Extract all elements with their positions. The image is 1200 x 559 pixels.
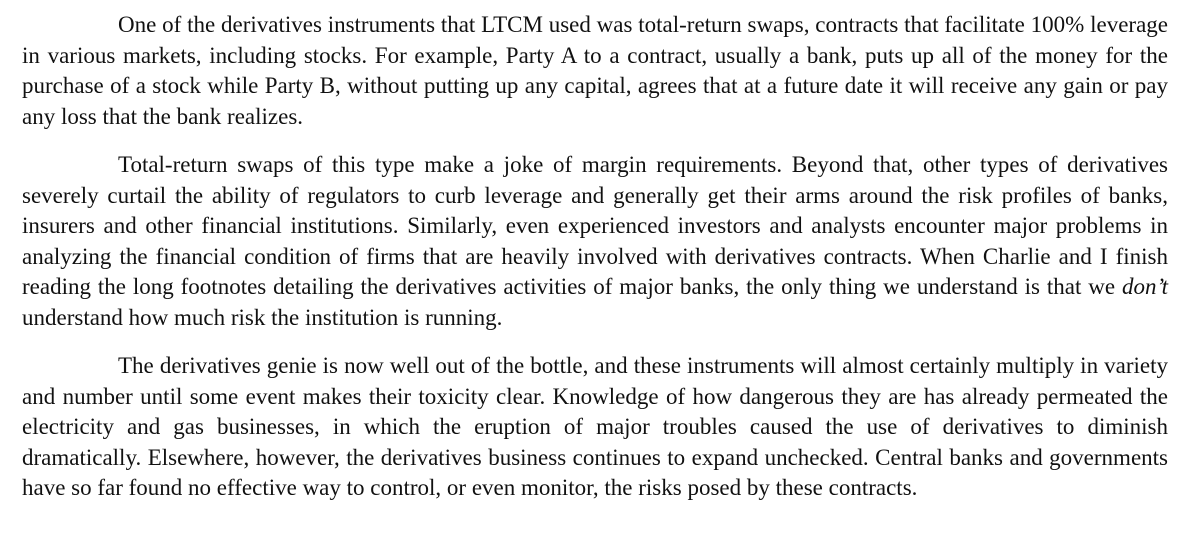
paragraph-2-text-before: Total-return swaps of this type make a joke of margin requirements. Beyond that, other types of derivatives severely curtail the ability of regulators to curb leverage and generally get their arms around the risk profiles of banks, insurers and other financial institutions. Similarly, even experienced investors and analysts encounter major problems in analyzing the financial condition of firms that are heavily involved with derivatives contracts. When Charlie and I finish reading the long footnotes detailing the derivatives activities of major banks, the only thing we understand is that we <box>22 152 1168 299</box>
paragraph-2 <box>22 150 1168 333</box>
paragraph-2-text-after: understand how much risk the institution is running. <box>22 304 503 330</box>
paragraph-1: One of the derivatives instruments that LTCM used was total-return swaps, contracts that facilitate 100% leverage in various markets, including stocks. For example, Party A to a contract, usually a bank, puts up all of the money for the purchase of a stock while Party B, without putting up any capital, agrees that at a future date it will receive any gain or pay any loss that the bank realizes. <box>22 12 1168 129</box>
paragraph-2-emphasis: don’t <box>1122 274 1168 299</box>
paragraph-3: The derivatives genie is now well out of the bottle, and these instruments will almost certainly multiply in variety and number until some event makes their toxicity clear. Knowledge of how dangerous they are has already permeated the electricity and gas businesses, in which the eruption of major troubles caused the use of derivatives to diminish dramatically. Elsewhere, however, the derivatives business continues to expand unchecked. Central banks and governments have so far found no effective way to control, or even monitor, the risks posed by these contracts. <box>22 353 1168 500</box>
